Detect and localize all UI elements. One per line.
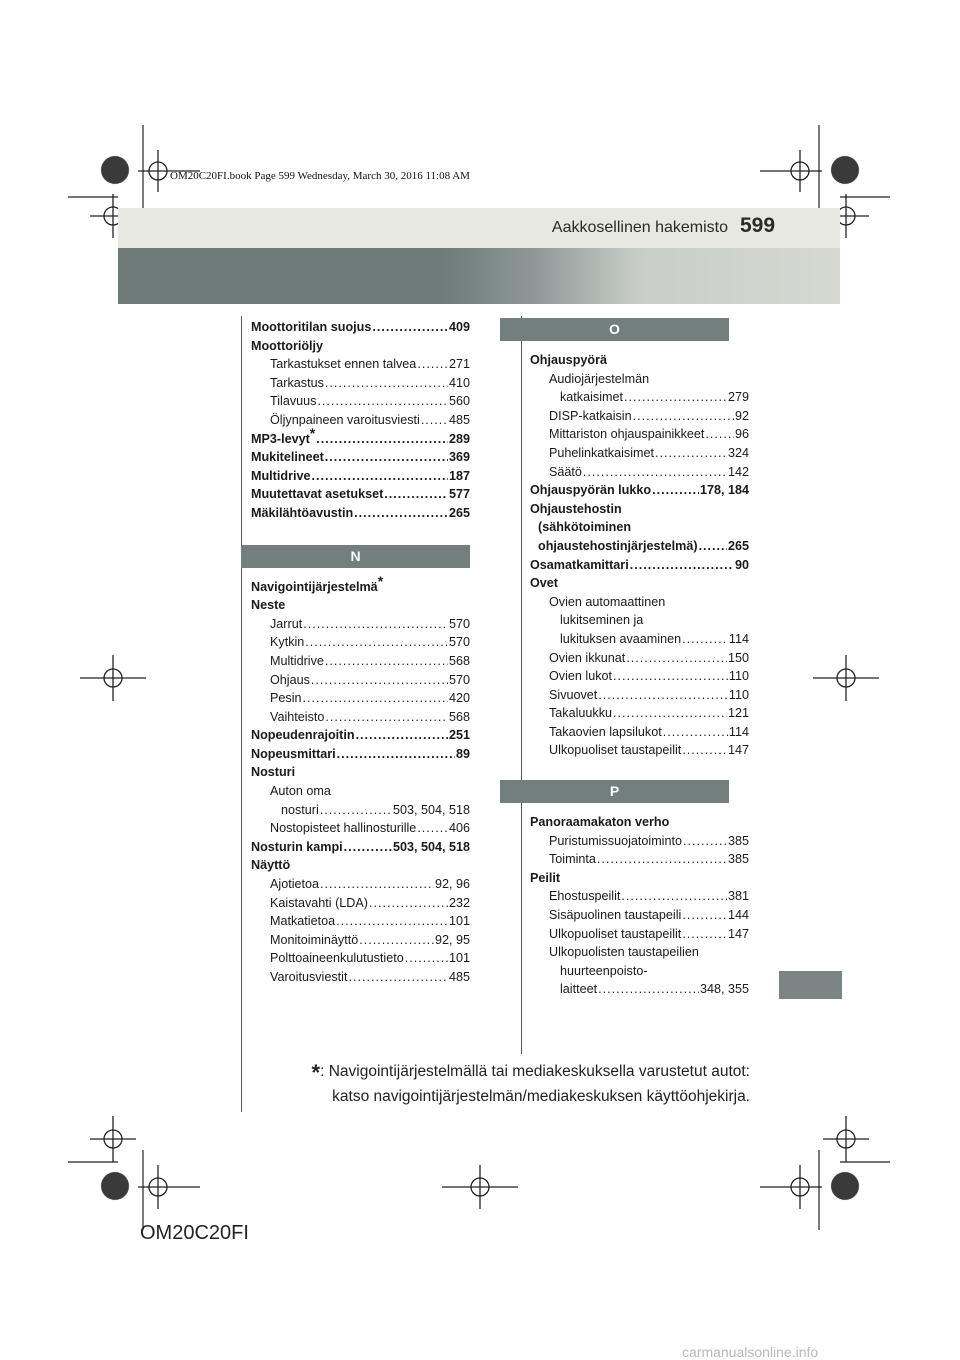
index-entry-page: 142 <box>727 464 749 479</box>
index-entry-page: 90 <box>734 557 749 572</box>
leader-dots <box>682 630 728 649</box>
index-entry <box>520 574 749 593</box>
index-entry-label: Toiminta <box>549 852 596 867</box>
index-group-m <box>241 318 470 523</box>
leader-dots <box>354 504 448 523</box>
index-entry-label: Säätö <box>549 464 582 479</box>
index-entry <box>241 671 470 690</box>
index-entry <box>520 686 749 705</box>
index-entry <box>241 615 470 634</box>
index-entry <box>520 537 749 556</box>
index-entry <box>520 943 749 962</box>
index-entry-label: Mittariston ohjauspainikkeet <box>549 427 705 442</box>
leader-dots <box>655 444 727 463</box>
index-entry <box>520 667 749 686</box>
index-entry-label: Ehostuspeilit <box>549 889 621 904</box>
index-entry <box>241 708 470 727</box>
leader-dots <box>325 708 448 727</box>
leader-dots <box>372 318 448 337</box>
index-entry-page: 187 <box>448 468 470 483</box>
leader-dots <box>682 925 727 944</box>
index-entry <box>241 504 470 523</box>
index-entry-label: Pesin <box>270 691 302 706</box>
index-group-n <box>241 572 470 987</box>
index-entry-page: 147 <box>727 743 749 758</box>
index-entry-page: 144 <box>727 908 749 923</box>
index-entry-label: Nosturin kampi <box>251 839 343 854</box>
index-entry-label: Nopeusmittari <box>251 746 336 761</box>
index-entry-page: 570 <box>448 616 470 631</box>
leader-dots <box>598 686 728 705</box>
index-entry <box>241 596 470 615</box>
footnote-star: * <box>377 572 384 589</box>
index-entry <box>520 500 749 519</box>
index-entry-page: 265 <box>448 505 470 520</box>
index-entry <box>520 388 749 407</box>
leader-dots <box>682 741 727 760</box>
index-group-p <box>500 813 749 999</box>
index-entry-label: Puhelinkatkaisimet <box>549 445 654 460</box>
index-entry-label: Multidrive <box>251 468 311 483</box>
index-entry-label: Nostopisteet hallinosturille <box>270 821 417 836</box>
index-entry <box>241 856 470 875</box>
index-entry <box>520 444 749 463</box>
index-entry <box>241 318 470 337</box>
index-entry-label: Puristumissuojatoiminto <box>549 833 682 848</box>
index-entry <box>520 630 749 649</box>
leader-dots <box>369 894 448 913</box>
index-entry <box>520 813 749 832</box>
leader-dots <box>320 875 434 894</box>
index-entry-page: 406 <box>448 821 470 836</box>
leader-dots <box>613 704 727 723</box>
index-entry <box>241 337 470 356</box>
index-entry-label: Takaluukku <box>549 706 613 721</box>
leader-dots <box>613 667 728 686</box>
leader-dots <box>320 801 392 820</box>
index-entry-page: 289 <box>448 431 470 446</box>
index-entry-page: 150 <box>727 650 749 665</box>
leader-dots <box>303 689 448 708</box>
index-entry-label: (sähkötoiminen <box>538 520 632 535</box>
index-column-left <box>241 318 470 987</box>
index-entry-label: Näyttö <box>251 858 291 873</box>
index-entry-label: DISP-katkaisin <box>549 408 632 423</box>
index-entry-page: 577 <box>448 487 470 502</box>
index-entry <box>520 925 749 944</box>
index-entry-page: 324 <box>727 445 749 460</box>
index-entry-label: lukituksen avaaminen <box>560 631 682 646</box>
section-title: Aakkosellinen hakemisto <box>551 219 728 236</box>
letter-header-o: O <box>500 318 729 341</box>
index-entry <box>241 467 470 486</box>
index-entry-label: katkaisimet <box>560 390 623 405</box>
index-entry <box>241 931 470 950</box>
leader-dots <box>652 481 699 500</box>
index-entry-page: 92, 95 <box>434 932 470 947</box>
index-entry <box>241 392 470 411</box>
index-entry-label: Ohjauspyörä <box>530 353 607 367</box>
letter-header-p: P <box>500 780 729 803</box>
index-entry-page: 96 <box>734 427 749 442</box>
index-entry-label: Öljynpaineen varoitusviesti <box>270 412 420 427</box>
leader-dots <box>303 615 448 634</box>
leader-dots <box>305 633 448 652</box>
index-entry-page: 385 <box>727 852 749 867</box>
index-entry-page: 485 <box>448 970 470 984</box>
leader-dots <box>359 931 434 950</box>
index-entry-label: Ohjaustehostin <box>530 501 622 516</box>
index-entry <box>241 355 470 374</box>
index-entry <box>520 463 749 482</box>
leader-dots <box>337 745 455 764</box>
index-entry <box>241 572 470 597</box>
index-entry-label: huurteenpoisto- <box>560 963 648 978</box>
index-entry-label: Moottoriöljy <box>251 338 324 353</box>
index-entry-page: 570 <box>448 672 470 687</box>
index-entry-label: Ohjauspyörän lukko <box>530 483 652 498</box>
index-entry-label: lukitseminen ja <box>560 613 644 628</box>
index-entry <box>520 723 749 742</box>
leader-dots <box>699 537 727 556</box>
leader-dots <box>705 425 734 444</box>
index-entry <box>520 869 749 888</box>
index-entry <box>520 962 749 981</box>
index-entry <box>520 704 749 723</box>
index-entry-label: Ulkopuoliset taustapeilit <box>549 926 682 941</box>
index-entry <box>241 968 470 987</box>
index-entry-label: Sivuovet <box>549 687 598 702</box>
leader-dots <box>317 392 448 411</box>
footnote-star: * <box>311 1060 321 1085</box>
leader-dots <box>316 430 448 449</box>
index-entry-label: laitteet <box>560 982 598 997</box>
index-entry-label: Moottoritilan suojus <box>251 320 372 334</box>
index-entry-label: Ohjaus <box>270 672 310 687</box>
leader-dots <box>630 556 734 575</box>
leader-dots <box>621 887 727 906</box>
index-entry-label: Nosturi <box>251 765 296 780</box>
index-entry-label: Tarkastus <box>270 375 324 390</box>
book-info: OM20C20FI.book Page 599 Wednesday, March 30, 2016 11:08 AM <box>170 170 470 182</box>
index-entry <box>241 485 470 504</box>
index-entry-label: Ovet <box>530 576 558 591</box>
index-entry-page: 485 <box>448 412 470 427</box>
index-entry <box>241 875 470 894</box>
index-entry <box>520 518 749 537</box>
index-entry <box>241 726 470 745</box>
index-entry <box>241 448 470 467</box>
index-entry-page: 381 <box>727 889 749 904</box>
index-entry-page: 503, 504, 518 <box>392 802 470 817</box>
index-entry-label: Auton oma <box>270 784 331 799</box>
index-entry <box>241 801 470 820</box>
leader-dots <box>311 671 448 690</box>
header-top-band <box>118 208 840 248</box>
index-entry-label: Sisäpuolinen taustapeili <box>549 908 682 923</box>
index-entry-page: 110 <box>728 687 749 702</box>
index-entry-page: 279 <box>727 390 749 405</box>
letter-header-n: N <box>241 545 470 568</box>
index-entry <box>520 850 749 869</box>
page-number: 599 <box>740 214 776 237</box>
index-entry-page: 369 <box>448 450 470 465</box>
leader-dots <box>417 355 448 374</box>
index-entry-label: Nopeudenrajoitin <box>251 728 355 743</box>
index-entry <box>241 652 470 671</box>
index-entry <box>241 949 470 968</box>
index-entry-label: Mukitelineet <box>251 450 324 465</box>
index-column-right <box>500 318 749 999</box>
index-entry <box>241 689 470 708</box>
index-entry <box>520 741 749 760</box>
leader-dots <box>633 407 734 426</box>
index-entry-page: 147 <box>727 926 749 941</box>
index-entry-label: Ovien automaattinen <box>549 594 666 609</box>
index-entry <box>241 838 470 857</box>
index-entry-page: 409 <box>448 320 470 334</box>
index-entry <box>520 407 749 426</box>
index-entry <box>241 894 470 913</box>
index-entry <box>241 411 470 430</box>
index-entry-page: 121 <box>727 706 749 721</box>
index-entry-label: Navigointijärjestelmä* <box>251 572 384 594</box>
index-entry-page: 568 <box>448 653 470 668</box>
leader-dots <box>626 649 727 668</box>
index-entry <box>520 980 749 999</box>
header-gradient-band <box>118 248 840 304</box>
leader-dots <box>682 906 727 925</box>
index-entry-label: Monitoiminäyttö <box>270 932 359 947</box>
index-entry-label: Tilavuus <box>270 394 317 409</box>
leader-dots <box>683 832 727 851</box>
index-entry-label: Varoitusviestit <box>270 970 348 984</box>
index-entry-label: Tarkastukset ennen talvea <box>270 357 417 372</box>
document-code: OM20C20FI <box>140 1222 249 1244</box>
leader-dots <box>663 723 728 742</box>
index-entry-label: Mäkilähtöavustin <box>251 505 354 520</box>
index-entry-label: Kytkin <box>270 635 305 650</box>
footnote <box>312 1060 750 1109</box>
leader-dots <box>325 448 448 467</box>
index-entry <box>241 782 470 801</box>
index-entry-label: Polttoaineenkulutustieto <box>270 951 404 966</box>
leader-dots <box>325 652 448 671</box>
index-entry-page: 92, 96 <box>434 877 470 892</box>
leader-dots <box>356 726 448 745</box>
index-entry <box>241 424 470 449</box>
index-entry-label: Neste <box>251 598 286 613</box>
index-entry-label: Ulkopuoliset taustapeilit <box>549 743 682 758</box>
index-entry-label: nosturi <box>281 802 319 817</box>
index-entry-page: 420 <box>448 691 470 706</box>
index-group-o <box>500 351 749 760</box>
index-entry <box>241 763 470 782</box>
index-entry <box>520 556 749 575</box>
leader-dots <box>348 968 448 987</box>
index-entry <box>241 633 470 652</box>
leader-dots <box>598 980 699 999</box>
leader-dots <box>384 485 448 504</box>
leader-dots <box>405 949 448 968</box>
index-entry-page: 101 <box>448 951 470 966</box>
index-entry-page: 114 <box>728 724 749 739</box>
index-entry-page: 570 <box>448 635 470 650</box>
index-entry-page: 178, 184 <box>699 483 749 498</box>
index-entry-label: Ovien ikkunat <box>549 650 626 665</box>
index-entry <box>241 745 470 764</box>
index-entry <box>520 649 749 668</box>
index-entry-label: Vaihteisto <box>270 709 325 724</box>
watermark: carmanualsonline.info <box>682 1344 819 1360</box>
index-entry-label: Osamatkamittari <box>530 557 629 572</box>
index-entry-label: Multidrive <box>270 653 324 668</box>
index-entry-page: 410 <box>448 375 470 390</box>
leader-dots <box>624 388 727 407</box>
index-entry <box>520 593 749 612</box>
index-entry-label: Takaovien lapsilukot <box>549 724 662 739</box>
index-entry-page: 89 <box>455 746 470 761</box>
index-entry-label: Audiojärjestelmän <box>549 371 650 386</box>
footnote-line-1: : Navigointijärjestelmällä tai mediakeskuksella varustetut autot: <box>320 1063 750 1080</box>
index-entry <box>241 819 470 838</box>
index-entry-label: Panoraamakaton verho <box>530 815 670 830</box>
index-entry <box>520 370 749 389</box>
index-entry-page: 265 <box>727 538 749 553</box>
index-entry <box>241 912 470 931</box>
index-entry-page: 251 <box>448 728 470 743</box>
leader-dots <box>421 411 448 430</box>
leader-dots <box>597 850 727 869</box>
index-entry <box>241 374 470 393</box>
index-entry-label: MP3-levyt* <box>251 424 316 446</box>
index-entry-page: 560 <box>448 394 470 409</box>
index-entry-page: 348, 355 <box>699 982 749 997</box>
footnote-line-2: katso navigointijärjestelmän/mediakeskuksen käyttöohjekirja. <box>332 1088 750 1105</box>
index-entry-label: ohjaustehostinjärjestelmä) <box>538 538 698 553</box>
leader-dots <box>336 912 448 931</box>
leader-dots <box>325 374 448 393</box>
index-entry <box>520 832 749 851</box>
index-entry-label: Jarrut <box>270 616 303 631</box>
index-entry-page: 232 <box>448 895 470 910</box>
index-entry-label: Ajotietoa <box>270 877 320 892</box>
index-entry-label: Peilit <box>530 870 561 885</box>
footnote-star: * <box>309 424 316 441</box>
index-entry-page: 503, 504, 518 <box>392 839 470 854</box>
index-entry-page: 110 <box>728 669 749 684</box>
index-entry-page: 568 <box>448 709 470 724</box>
leader-dots <box>344 838 392 857</box>
index-entry-page: 385 <box>727 833 749 848</box>
index-entry-page: 114 <box>728 631 749 646</box>
index-entry <box>520 351 749 370</box>
leader-dots <box>311 467 448 486</box>
index-entry-page: 101 <box>448 914 470 929</box>
leader-dots <box>583 463 727 482</box>
leader-dots <box>417 819 448 838</box>
index-entry-page: 271 <box>448 357 470 372</box>
index-entry-label: Muutettavat asetukset <box>251 487 384 502</box>
index-entry <box>520 425 749 444</box>
index-entry-page: 92 <box>734 408 749 423</box>
thumb-index-tab <box>779 971 842 999</box>
index-entry <box>520 611 749 630</box>
index-entry-label: Ulkopuolisten taustapeilien <box>549 945 699 960</box>
index-entry-label: Ovien lukot <box>549 669 612 684</box>
index-entry <box>520 481 749 500</box>
index-entry <box>520 887 749 906</box>
index-entry <box>520 906 749 925</box>
index-entry-label: Kaistavahti (LDA) <box>270 895 368 910</box>
index-entry-label: Matkatietoa <box>270 914 336 929</box>
